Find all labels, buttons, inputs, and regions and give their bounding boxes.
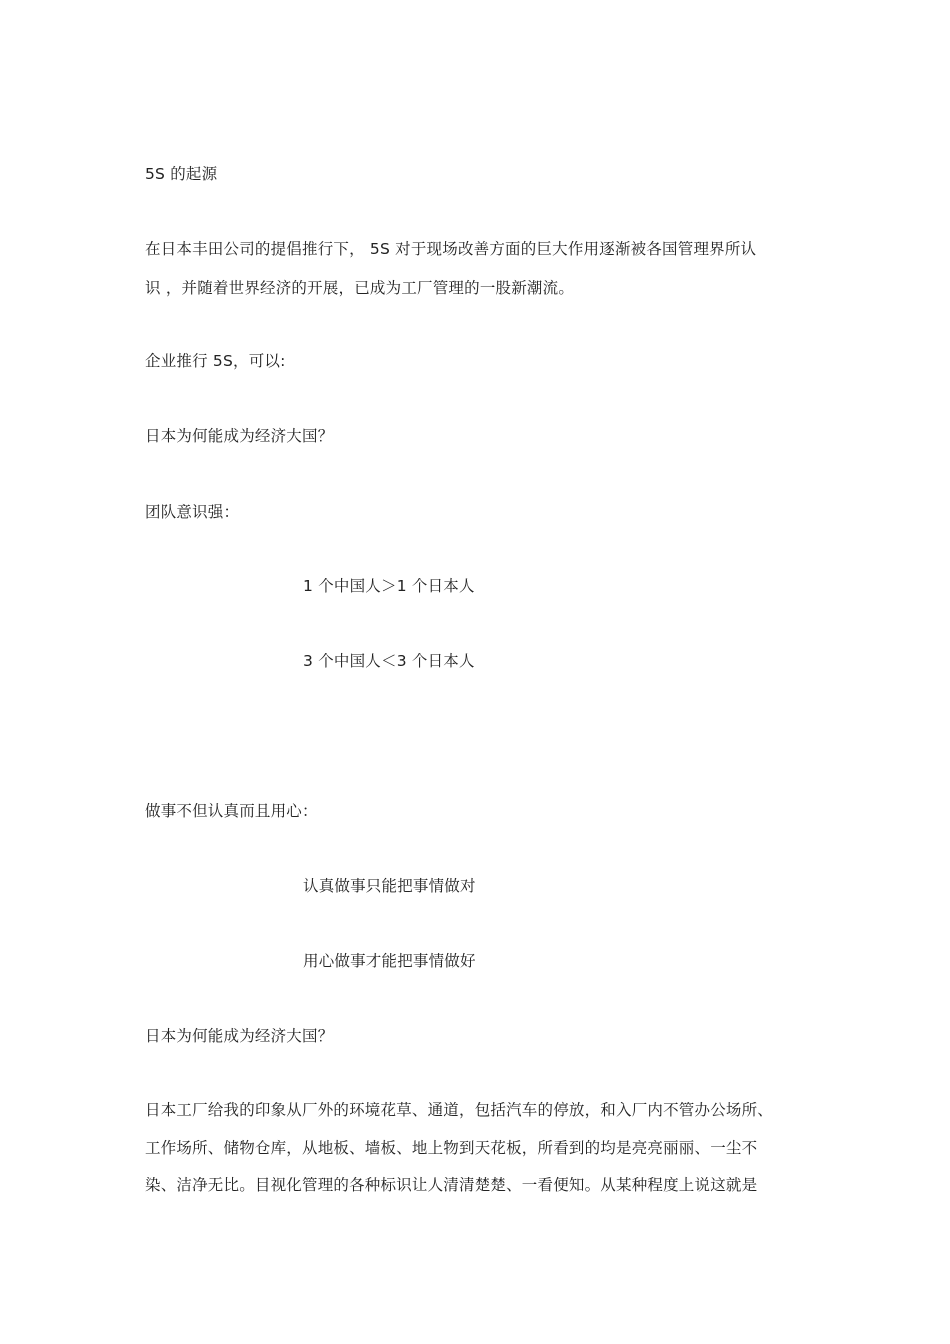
question: 日本为何能成为经济大国？ [145,427,334,445]
indented-line: 3 个中国人＜3 个日本人 [303,652,475,670]
paragraph-line: 染、洁净无比。目视化管理的各种标识让人清清楚楚、一看便知。从某种程度上说这就是 [145,1176,758,1194]
sub-heading: 做事不但认真而且用心： [145,802,318,820]
indented-line: 用心做事才能把事情做好 [303,952,476,970]
sub-heading: 团队意识强： [145,503,240,521]
paragraph-line: 在日本丰田公司的提倡推行下， 5S 对于现场改善方面的巨大作用逐渐被各国管理界所认 [145,240,757,258]
paragraph-line: 工作场所、储物仓库，从地板、墙板、地上物到天花板，所看到的均是亮亮丽丽、一尘不 [145,1139,758,1157]
paragraph: 企业推行 5S，可以: [145,352,286,370]
indented-line: 认真做事只能把事情做对 [303,877,476,895]
paragraph-line: 日本工厂给我的印象从厂外的环境花草、通道，包括汽车的停放，和入厂内不管办公场所、 [145,1101,774,1119]
question: 日本为何能成为经济大国？ [145,1027,334,1045]
indented-line: 1 个中国人＞1 个日本人 [303,577,475,595]
section-heading: 5S 的起源 [145,165,218,183]
paragraph-line: 识 ，并随着世界经济的开展，已成为工厂管理的一股新潮流。 [145,279,575,297]
